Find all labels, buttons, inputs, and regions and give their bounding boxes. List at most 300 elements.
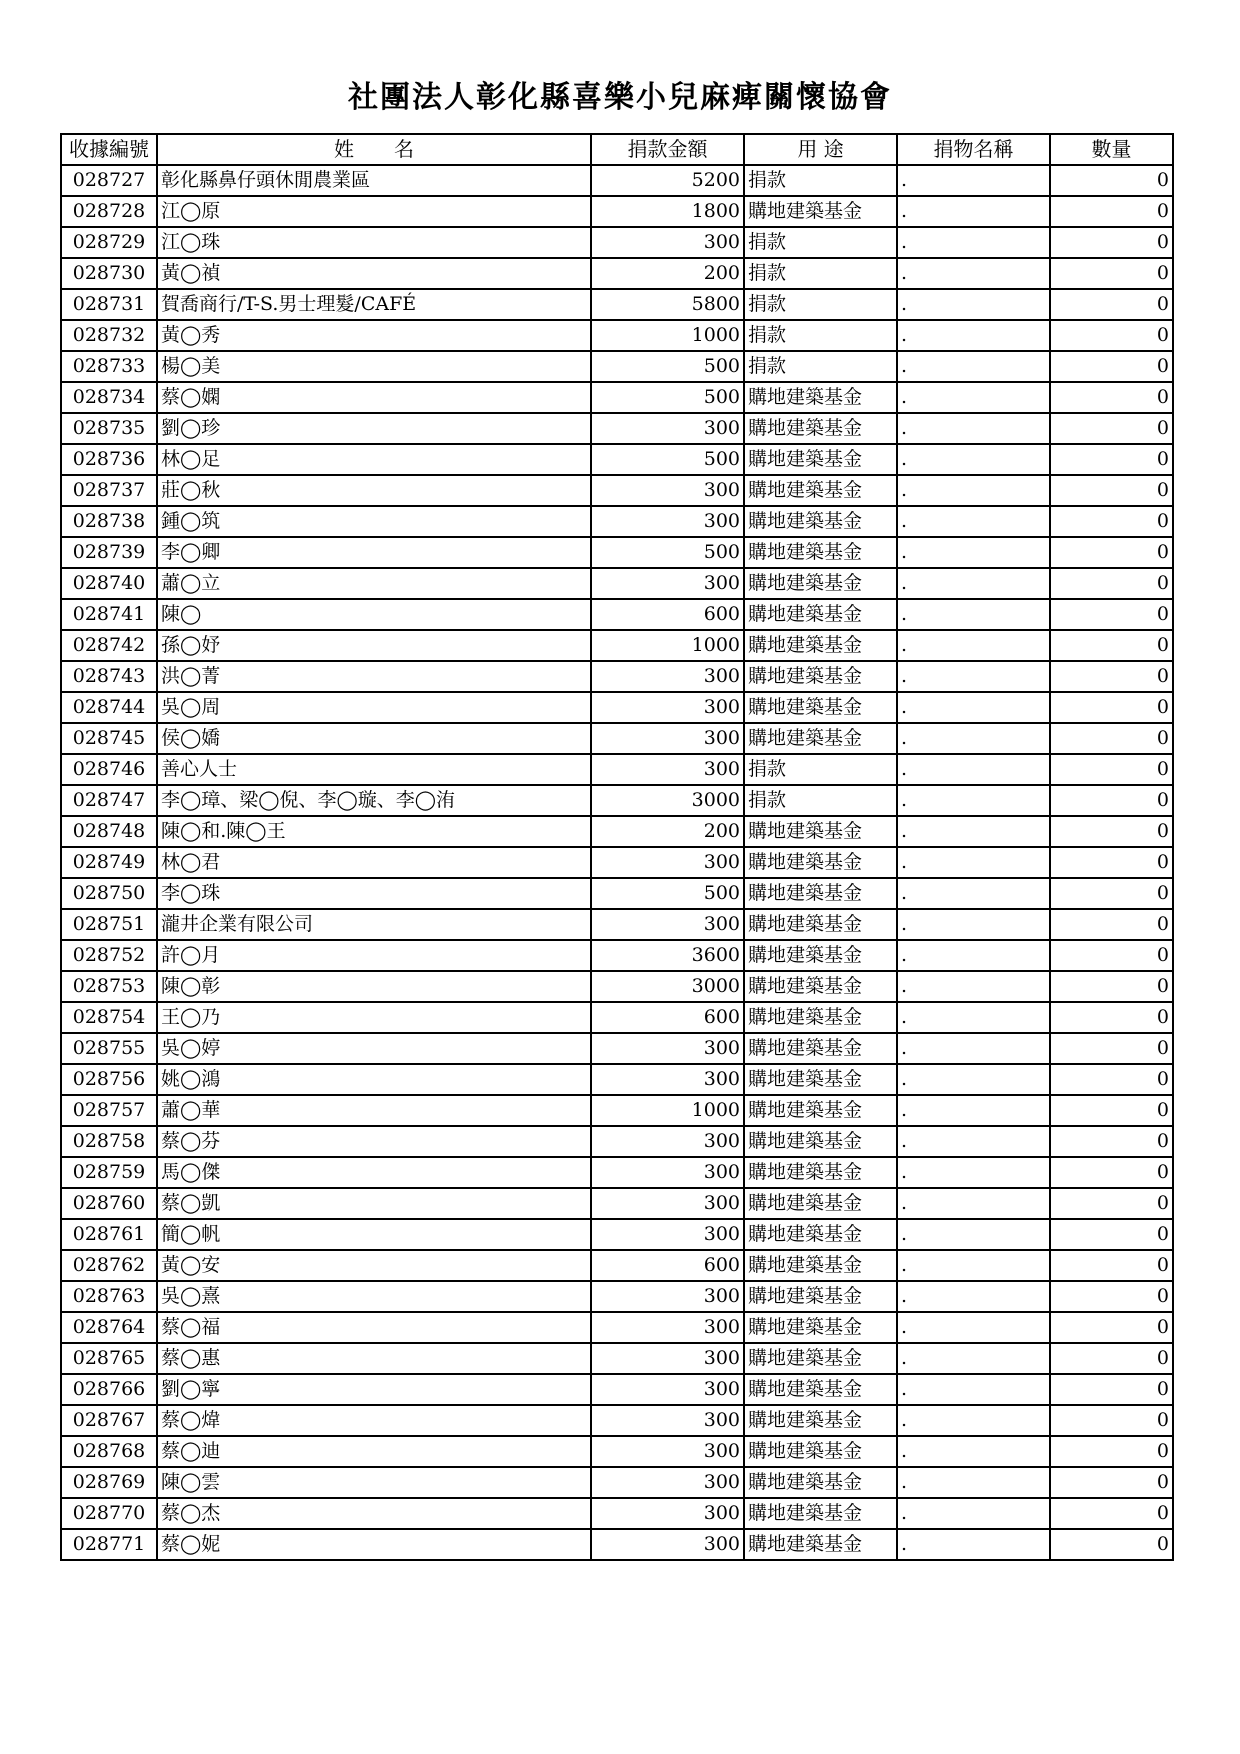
receipt-no-cell: 028767 [61,1405,157,1436]
donor-name-cell: 蕭◯立 [157,568,591,599]
table-row [61,351,1173,382]
donor-name-cell: 瀧井企業有限公司 [157,909,591,940]
quantity-cell: 0 [1050,258,1173,289]
receipt-no-cell: 028746 [61,754,157,785]
use-cell: 捐款 [744,289,897,320]
use-cell: 購地建築基金 [744,1374,897,1405]
use-cell: 購地建築基金 [744,537,897,568]
item-name-cell: . [897,785,1050,816]
receipt-no-cell: 028729 [61,227,157,258]
amount-cell: 300 [591,1498,744,1529]
page-title: 社團法人彰化縣喜樂小兒麻痺關懷協會 [348,80,892,115]
table-row [61,1467,1173,1498]
quantity-cell: 0 [1050,940,1173,971]
amount-cell: 300 [591,1312,744,1343]
amount-cell: 300 [591,909,744,940]
quantity-cell: 0 [1050,165,1173,196]
amount-cell: 300 [591,1157,744,1188]
item-name-cell: . [897,692,1050,723]
amount-cell: 300 [591,475,744,506]
table-row [61,227,1173,258]
item-name-cell: . [897,258,1050,289]
amount-cell: 300 [591,1405,744,1436]
amount-cell: 300 [591,413,744,444]
amount-cell: 300 [591,227,744,258]
item-name-cell: . [897,1219,1050,1250]
item-name-cell: . [897,599,1050,630]
quantity-cell: 0 [1050,847,1173,878]
amount-cell: 600 [591,1250,744,1281]
donor-name-cell: 吳◯婷 [157,1033,591,1064]
item-name-cell: . [897,909,1050,940]
amount-cell: 600 [591,599,744,630]
quantity-cell: 0 [1050,413,1173,444]
donor-name-cell: 陳◯和.陳◯王 [157,816,591,847]
donor-name-cell: 江◯珠 [157,227,591,258]
receipt-no-cell: 028760 [61,1188,157,1219]
receipt-no-cell: 028752 [61,940,157,971]
amount-cell: 3000 [591,785,744,816]
table-row [61,258,1173,289]
receipt-no-cell: 028732 [61,320,157,351]
amount-cell: 600 [591,1002,744,1033]
receipt-no-cell: 028762 [61,1250,157,1281]
amount-cell: 300 [591,506,744,537]
quantity-cell: 0 [1050,754,1173,785]
use-cell: 購地建築基金 [744,1002,897,1033]
use-cell: 購地建築基金 [744,413,897,444]
use-cell: 購地建築基金 [744,909,897,940]
quantity-cell: 0 [1050,1033,1173,1064]
use-cell: 購地建築基金 [744,1250,897,1281]
quantity-cell: 0 [1050,537,1173,568]
receipt-no-cell: 028771 [61,1529,157,1560]
receipt-no-cell: 028756 [61,1064,157,1095]
quantity-cell: 0 [1050,320,1173,351]
use-cell: 購地建築基金 [744,1436,897,1467]
amount-cell: 500 [591,444,744,475]
use-cell: 購地建築基金 [744,1467,897,1498]
table-row [61,599,1173,630]
amount-cell: 500 [591,382,744,413]
donor-name-cell: 簡◯帆 [157,1219,591,1250]
quantity-cell: 0 [1050,1374,1173,1405]
quantity-cell: 0 [1050,382,1173,413]
item-name-cell: . [897,1467,1050,1498]
table-row [61,1064,1173,1095]
table-row [61,413,1173,444]
use-cell: 購地建築基金 [744,475,897,506]
receipt-no-cell: 028753 [61,971,157,1002]
table-row [61,289,1173,320]
item-name-cell: . [897,940,1050,971]
header-receipt-no: 收據編號 [61,134,157,165]
amount-cell: 300 [591,723,744,754]
table-row [61,1250,1173,1281]
quantity-cell: 0 [1050,506,1173,537]
table-row [61,1126,1173,1157]
receipt-no-cell: 028748 [61,816,157,847]
quantity-cell: 0 [1050,1250,1173,1281]
amount-cell: 200 [591,816,744,847]
table-row [61,909,1173,940]
use-cell: 捐款 [744,351,897,382]
receipt-no-cell: 028737 [61,475,157,506]
table-row [61,1312,1173,1343]
donor-name-cell: 李◯珠 [157,878,591,909]
receipt-no-cell: 028736 [61,444,157,475]
quantity-cell: 0 [1050,568,1173,599]
quantity-cell: 0 [1050,723,1173,754]
quantity-cell: 0 [1050,661,1173,692]
quantity-cell: 0 [1050,878,1173,909]
receipt-no-cell: 028770 [61,1498,157,1529]
item-name-cell: . [897,971,1050,1002]
use-cell: 購地建築基金 [744,1529,897,1560]
donor-name-cell: 蔡◯杰 [157,1498,591,1529]
use-cell: 捐款 [744,258,897,289]
donor-name-cell: 黃◯禎 [157,258,591,289]
table-row [61,785,1173,816]
quantity-cell: 0 [1050,971,1173,1002]
item-name-cell: . [897,1002,1050,1033]
item-name-cell: . [897,630,1050,661]
donor-name-cell: 李◯卿 [157,537,591,568]
receipt-no-cell: 028741 [61,599,157,630]
donor-name-cell: 鍾◯筑 [157,506,591,537]
donor-name-cell: 劉◯珍 [157,413,591,444]
use-cell: 購地建築基金 [744,971,897,1002]
donor-name-cell: 孫◯妤 [157,630,591,661]
table-row [61,444,1173,475]
table-row [61,568,1173,599]
item-name-cell: . [897,568,1050,599]
donor-name-cell: 馬◯傑 [157,1157,591,1188]
amount-cell: 1000 [591,1095,744,1126]
table-row [61,1374,1173,1405]
amount-cell: 3000 [591,971,744,1002]
table-row [61,1436,1173,1467]
item-name-cell: . [897,1126,1050,1157]
item-name-cell: . [897,1095,1050,1126]
receipt-no-cell: 028740 [61,568,157,599]
use-cell: 購地建築基金 [744,723,897,754]
quantity-cell: 0 [1050,816,1173,847]
quantity-cell: 0 [1050,1188,1173,1219]
quantity-cell: 0 [1050,1064,1173,1095]
table-body [61,165,1173,1560]
use-cell: 購地建築基金 [744,878,897,909]
table-row [61,754,1173,785]
item-name-cell: . [897,165,1050,196]
item-name-cell: . [897,382,1050,413]
quantity-cell: 0 [1050,444,1173,475]
item-name-cell: . [897,1312,1050,1343]
amount-cell: 500 [591,537,744,568]
use-cell: 購地建築基金 [744,1157,897,1188]
amount-cell: 300 [591,1126,744,1157]
donor-name-cell: 蕭◯華 [157,1095,591,1126]
receipt-no-cell: 028731 [61,289,157,320]
receipt-no-cell: 028744 [61,692,157,723]
table-row [61,320,1173,351]
use-cell: 購地建築基金 [744,1281,897,1312]
item-name-cell: . [897,537,1050,568]
amount-cell: 300 [591,1033,744,1064]
table-row [61,196,1173,227]
donor-name-cell: 陳◯彰 [157,971,591,1002]
item-name-cell: . [897,1405,1050,1436]
header-use: 用 途 [744,134,897,165]
item-name-cell: . [897,816,1050,847]
item-name-cell: . [897,320,1050,351]
use-cell: 購地建築基金 [744,1498,897,1529]
table-row [61,537,1173,568]
donor-name-cell: 蔡◯嫻 [157,382,591,413]
quantity-cell: 0 [1050,1281,1173,1312]
quantity-cell: 0 [1050,1219,1173,1250]
receipt-no-cell: 028764 [61,1312,157,1343]
receipt-no-cell: 028766 [61,1374,157,1405]
donor-name-cell: 陳◯雲 [157,1467,591,1498]
receipt-no-cell: 028758 [61,1126,157,1157]
donor-name-cell: 侯◯嬌 [157,723,591,754]
amount-cell: 300 [591,1064,744,1095]
use-cell: 購地建築基金 [744,630,897,661]
receipt-no-cell: 028765 [61,1343,157,1374]
use-cell: 購地建築基金 [744,506,897,537]
use-cell: 購地建築基金 [744,568,897,599]
table-row [61,723,1173,754]
table-row [61,1343,1173,1374]
use-cell: 購地建築基金 [744,444,897,475]
table-row [61,1529,1173,1560]
table-row [61,940,1173,971]
receipt-no-cell: 028759 [61,1157,157,1188]
quantity-cell: 0 [1050,289,1173,320]
quantity-cell: 0 [1050,1498,1173,1529]
table-row [61,1095,1173,1126]
amount-cell: 300 [591,1529,744,1560]
receipt-no-cell: 028769 [61,1467,157,1498]
item-name-cell: . [897,1188,1050,1219]
donation-table [60,133,1174,1561]
item-name-cell: . [897,196,1050,227]
donor-name-cell: 蔡◯福 [157,1312,591,1343]
item-name-cell: . [897,475,1050,506]
use-cell: 購地建築基金 [744,1188,897,1219]
donor-name-cell: 善心人士 [157,754,591,785]
amount-cell: 300 [591,754,744,785]
quantity-cell: 0 [1050,1002,1173,1033]
donor-name-cell: 江◯原 [157,196,591,227]
amount-cell: 3600 [591,940,744,971]
quantity-cell: 0 [1050,1405,1173,1436]
quantity-cell: 0 [1050,1529,1173,1560]
table-row [61,475,1173,506]
amount-cell: 5800 [591,289,744,320]
use-cell: 購地建築基金 [744,1219,897,1250]
item-name-cell: . [897,878,1050,909]
amount-cell: 300 [591,1343,744,1374]
donor-name-cell: 賀喬商行/T-S.男士理髮/CAFÉ [157,289,591,320]
donor-name-cell: 洪◯菁 [157,661,591,692]
amount-cell: 1000 [591,630,744,661]
receipt-no-cell: 028761 [61,1219,157,1250]
item-name-cell: . [897,227,1050,258]
quantity-cell: 0 [1050,1467,1173,1498]
use-cell: 捐款 [744,785,897,816]
receipt-no-cell: 028730 [61,258,157,289]
receipt-no-cell: 028750 [61,878,157,909]
amount-cell: 5200 [591,165,744,196]
donor-name-cell: 黃◯秀 [157,320,591,351]
amount-cell: 300 [591,661,744,692]
receipt-no-cell: 028728 [61,196,157,227]
table-row [61,382,1173,413]
receipt-no-cell: 028738 [61,506,157,537]
quantity-cell: 0 [1050,227,1173,258]
table-row [61,1033,1173,1064]
table-row [61,847,1173,878]
use-cell: 購地建築基金 [744,1095,897,1126]
item-name-cell: . [897,847,1050,878]
amount-cell: 300 [591,847,744,878]
quantity-cell: 0 [1050,630,1173,661]
donor-name-cell: 莊◯秋 [157,475,591,506]
amount-cell: 300 [591,1436,744,1467]
table-row [61,630,1173,661]
donor-name-cell: 蔡◯煒 [157,1405,591,1436]
receipt-no-cell: 028743 [61,661,157,692]
use-cell: 購地建築基金 [744,692,897,723]
table-row [61,878,1173,909]
receipt-no-cell: 028727 [61,165,157,196]
amount-cell: 500 [591,351,744,382]
item-name-cell: . [897,723,1050,754]
item-name-cell: . [897,1064,1050,1095]
use-cell: 購地建築基金 [744,1405,897,1436]
donor-name-cell: 楊◯美 [157,351,591,382]
receipt-no-cell: 028734 [61,382,157,413]
quantity-cell: 0 [1050,196,1173,227]
quantity-cell: 0 [1050,1343,1173,1374]
table-row [61,1498,1173,1529]
donor-name-cell: 許◯月 [157,940,591,971]
quantity-cell: 0 [1050,599,1173,630]
use-cell: 購地建築基金 [744,1312,897,1343]
item-name-cell: . [897,1033,1050,1064]
use-cell: 購地建築基金 [744,661,897,692]
amount-cell: 500 [591,878,744,909]
item-name-cell: . [897,1436,1050,1467]
donor-name-cell: 劉◯寧 [157,1374,591,1405]
quantity-cell: 0 [1050,1126,1173,1157]
item-name-cell: . [897,754,1050,785]
quantity-cell: 0 [1050,351,1173,382]
item-name-cell: . [897,1343,1050,1374]
amount-cell: 1800 [591,196,744,227]
donor-name-cell: 吳◯熹 [157,1281,591,1312]
receipt-no-cell: 028745 [61,723,157,754]
use-cell: 購地建築基金 [744,940,897,971]
quantity-cell: 0 [1050,1095,1173,1126]
item-name-cell: . [897,1529,1050,1560]
donor-name-cell: 吳◯周 [157,692,591,723]
donor-name-cell: 蔡◯凱 [157,1188,591,1219]
item-name-cell: . [897,661,1050,692]
table-row [61,816,1173,847]
table-row [61,1002,1173,1033]
use-cell: 購地建築基金 [744,847,897,878]
donor-name-cell: 彰化縣鼻仔頭休閒農業區 [157,165,591,196]
item-name-cell: . [897,1157,1050,1188]
receipt-no-cell: 028763 [61,1281,157,1312]
item-name-cell: . [897,351,1050,382]
use-cell: 捐款 [744,227,897,258]
amount-cell: 1000 [591,320,744,351]
use-cell: 購地建築基金 [744,382,897,413]
donor-name-cell: 蔡◯妮 [157,1529,591,1560]
donor-name-cell: 蔡◯迪 [157,1436,591,1467]
table-row [61,1405,1173,1436]
item-name-cell: . [897,506,1050,537]
donor-name-cell: 陳◯ [157,599,591,630]
amount-cell: 300 [591,692,744,723]
use-cell: 購地建築基金 [744,196,897,227]
header-amount: 捐款金額 [591,134,744,165]
header-row [61,134,1173,165]
amount-cell: 300 [591,1467,744,1498]
item-name-cell: . [897,1250,1050,1281]
donor-name-cell: 姚◯鴻 [157,1064,591,1095]
amount-cell: 300 [591,1374,744,1405]
donor-name-cell: 蔡◯芬 [157,1126,591,1157]
use-cell: 購地建築基金 [744,1033,897,1064]
quantity-cell: 0 [1050,1436,1173,1467]
table-row [61,1157,1173,1188]
amount-cell: 300 [591,568,744,599]
table-row [61,1219,1173,1250]
donor-name-cell: 林◯君 [157,847,591,878]
quantity-cell: 0 [1050,692,1173,723]
use-cell: 購地建築基金 [744,1343,897,1374]
item-name-cell: . [897,1498,1050,1529]
item-name-cell: . [897,413,1050,444]
receipt-no-cell: 028735 [61,413,157,444]
table-row [61,506,1173,537]
receipt-no-cell: 028749 [61,847,157,878]
use-cell: 捐款 [744,320,897,351]
donor-name-cell: 林◯足 [157,444,591,475]
table-row [61,971,1173,1002]
table-row [61,1281,1173,1312]
quantity-cell: 0 [1050,909,1173,940]
donor-name-cell: 蔡◯惠 [157,1343,591,1374]
receipt-no-cell: 028733 [61,351,157,382]
quantity-cell: 0 [1050,1157,1173,1188]
table-row [61,1188,1173,1219]
receipt-no-cell: 028755 [61,1033,157,1064]
item-name-cell: . [897,1281,1050,1312]
amount-cell: 300 [591,1188,744,1219]
receipt-no-cell: 028751 [61,909,157,940]
header-quantity: 數量 [1050,134,1173,165]
receipt-no-cell: 028747 [61,785,157,816]
item-name-cell: . [897,289,1050,320]
use-cell: 購地建築基金 [744,1126,897,1157]
donor-name-cell: 王◯乃 [157,1002,591,1033]
